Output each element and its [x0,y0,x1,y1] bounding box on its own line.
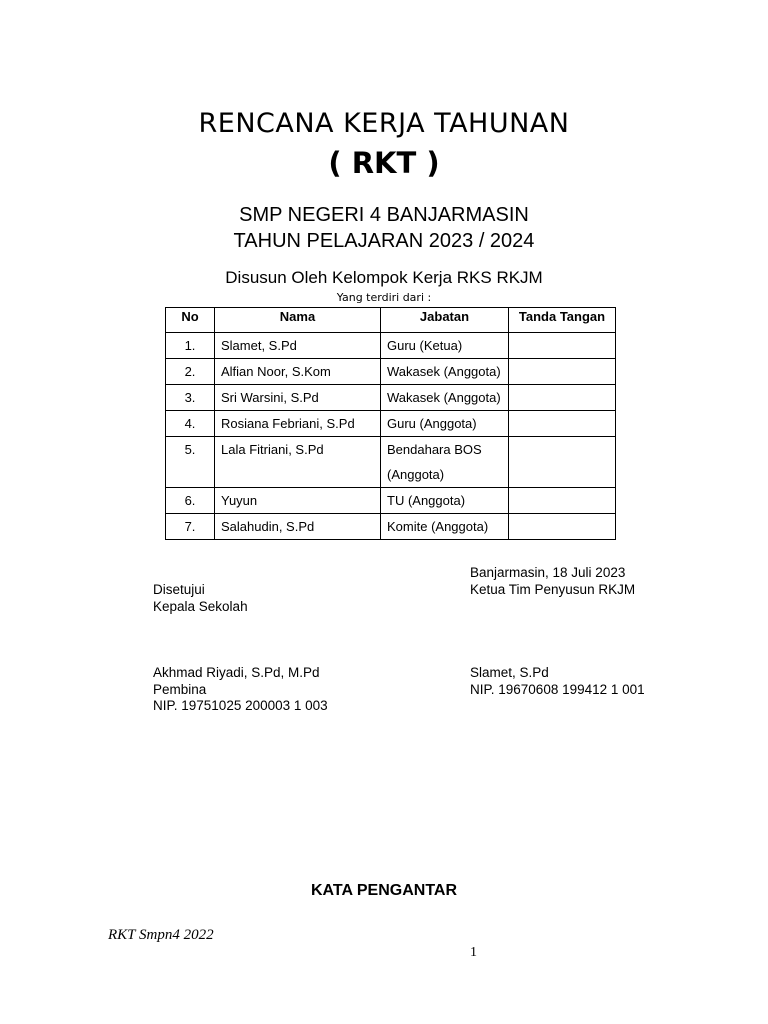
cell-jabatan: Komite (Anggota) [381,514,509,540]
table-row [166,411,616,437]
principal-role: Kepala Sekolah [153,598,248,614]
leader-nip: NIP. 19670608 199412 1 001 [470,681,645,697]
leader-name: Slamet, S.Pd [470,665,549,680]
cell-no: 4. [166,411,215,437]
header-nama: Nama [215,308,381,333]
members-table [165,307,616,540]
cell-jabatan: Wakasek (Anggota) [381,385,509,411]
table-row [166,333,616,359]
consisting-of-label: Yang terdiri dari : [336,291,432,304]
principal-nip: NIP. 19751025 200003 1 003 [153,698,328,713]
cell-jabatan: Guru (Ketua) [381,333,509,359]
header-jabatan: Jabatan [381,308,509,333]
cell-no: 1. [166,333,215,359]
cell-jabatan: Guru (Anggota) [381,411,509,437]
cell-no: 5. [166,437,215,488]
document-title: RENCANA KERJA TAHUNAN [198,108,570,139]
leader-role: Ketua Tim Penyusun RKJM [470,581,636,597]
header-tanda-tangan: Tanda Tangan [509,308,616,333]
table-header-row [166,308,616,333]
cell-signature [509,385,616,411]
table-row [166,437,616,488]
cell-nama: Lala Fitriani, S.Pd [215,437,381,488]
principal-rank: Pembina [153,681,207,697]
leader-signature-block [470,665,645,698]
cell-jabatan: TU (Anggota) [381,488,509,514]
cell-jabatan-line2: (Anggota) [387,467,445,482]
cell-no: 2. [166,359,215,385]
cell-nama: Sri Warsini, S.Pd [215,385,381,411]
cell-nama: Salahudin, S.Pd [215,514,381,540]
cell-nama: Yuyun [215,488,381,514]
approved-label: Disetujui [153,582,205,597]
place-date: Banjarmasin, 18 Juli 2023 [470,565,626,580]
cell-nama: Slamet, S.Pd [215,333,381,359]
cell-no: 6. [166,488,215,514]
cell-signature [509,488,616,514]
cell-signature [509,411,616,437]
table-row [166,385,616,411]
table-row [166,488,616,514]
page-footer: RKT Smpn4 2022 [108,927,214,943]
cell-jabatan-line1: Bendahara BOS [387,442,482,457]
academic-year: TAHUN PELAJARAN 2023 / 2024 [233,230,535,252]
approval-block [153,582,248,615]
cell-signature [509,359,616,385]
cell-no: 7. [166,514,215,540]
principal-signature-block [153,665,328,715]
cell-signature [509,437,616,488]
cell-nama: Rosiana Febriani, S.Pd [215,411,381,437]
school-name: SMP NEGERI 4 BANJARMASIN [239,204,529,226]
document-subtitle: ( RKT ) [328,146,440,180]
leader-block [470,565,635,598]
table-row [166,514,616,540]
section-heading: KATA PENGANTAR [310,882,458,899]
cell-jabatan: Wakasek (Anggota) [381,359,509,385]
cell-jabatan [381,437,509,488]
cell-nama: Alfian Noor, S.Kom [215,359,381,385]
cell-signature [509,333,616,359]
page-number: 1 [470,945,477,960]
cell-signature [509,514,616,540]
header-no: No [166,308,215,333]
cell-no: 3. [166,385,215,411]
table-row [166,359,616,385]
principal-name: Akhmad Riyadi, S.Pd, M.Pd [153,665,320,680]
compiled-by: Disusun Oleh Kelompok Kerja RKS RKJM [225,268,543,287]
